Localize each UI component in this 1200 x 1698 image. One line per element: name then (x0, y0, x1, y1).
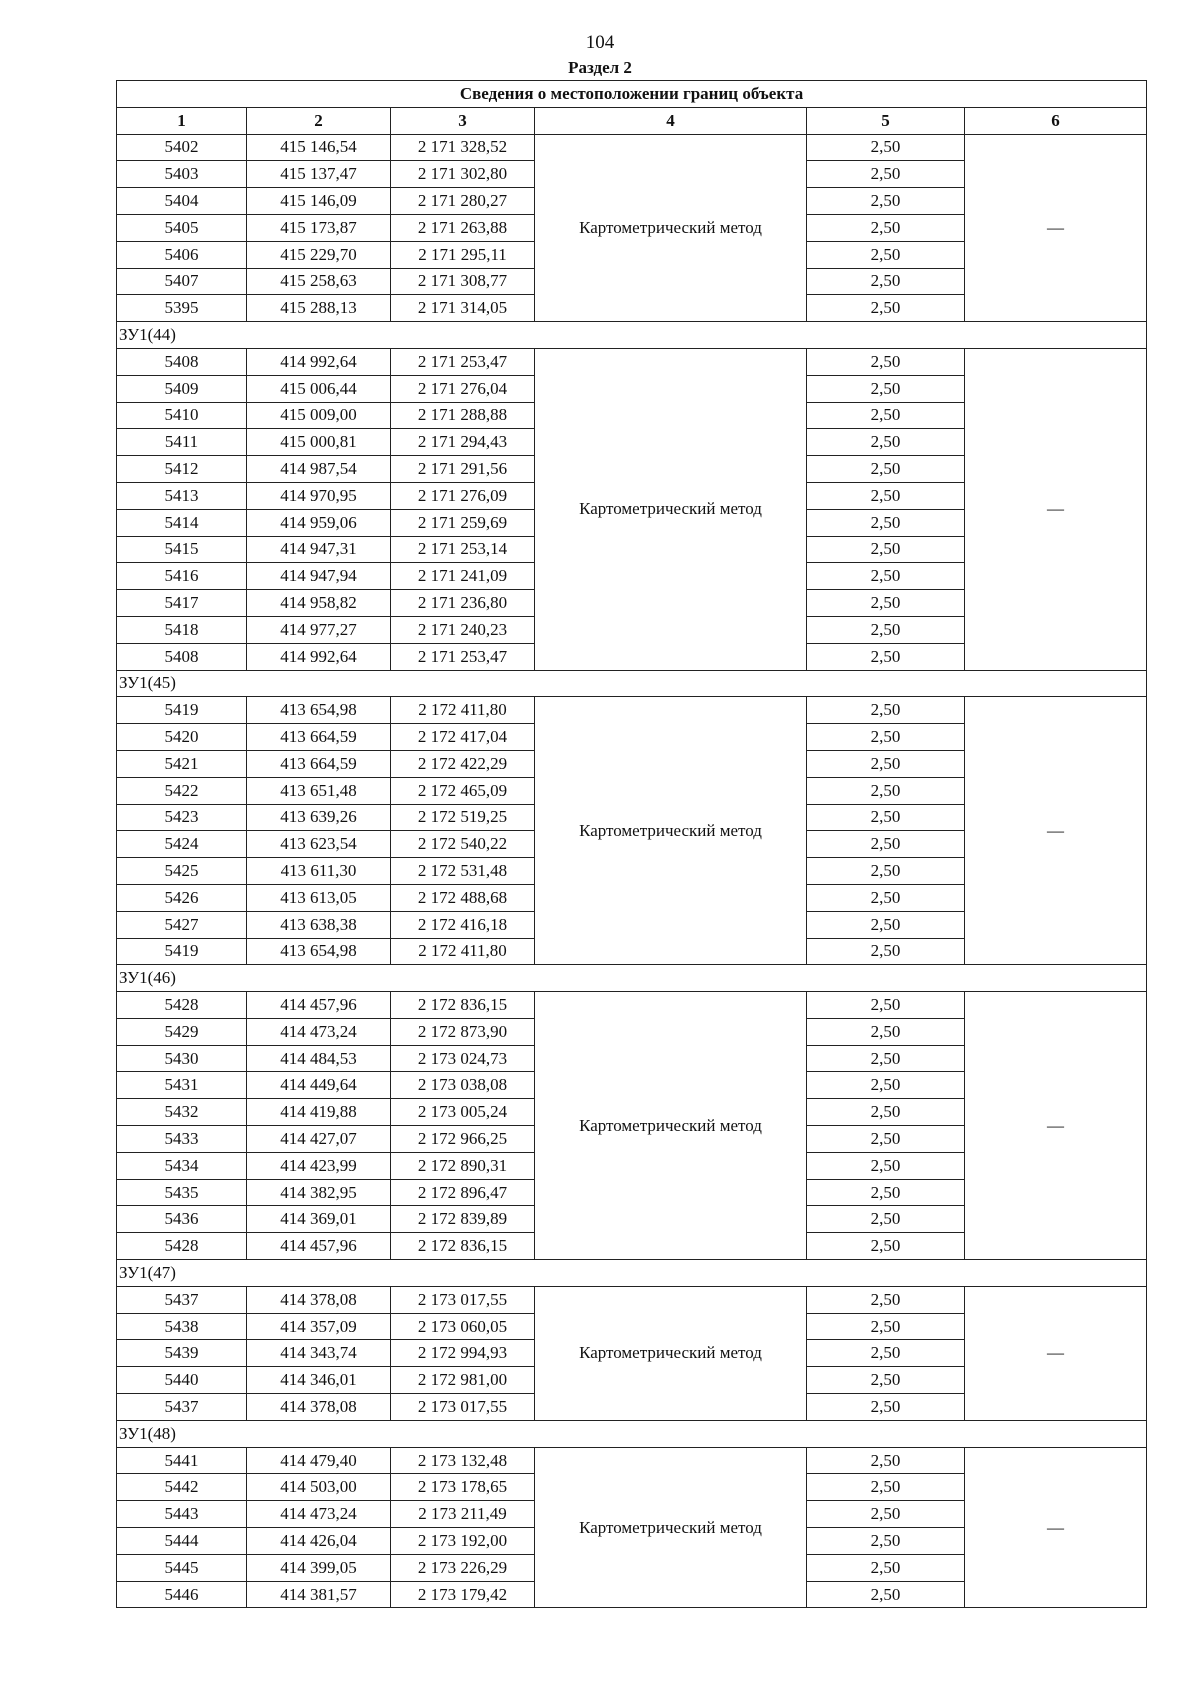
point-number-cell: 5410 (117, 402, 247, 429)
y-coordinate-cell: 2 172 488,68 (391, 884, 535, 911)
x-coordinate-cell: 415 258,63 (247, 268, 391, 295)
point-number-cell: 5428 (117, 1233, 247, 1260)
accuracy-cell: 2,50 (807, 1554, 965, 1581)
column-6-cell: — (965, 1447, 1147, 1608)
accuracy-cell: 2,50 (807, 590, 965, 617)
point-number-cell: 5424 (117, 831, 247, 858)
boundary-coordinates-table (116, 80, 1147, 1608)
x-coordinate-cell: 413 664,59 (247, 724, 391, 751)
point-number-cell: 5438 (117, 1313, 247, 1340)
accuracy-cell: 2,50 (807, 241, 965, 268)
x-coordinate-cell: 414 399,05 (247, 1554, 391, 1581)
accuracy-cell: 2,50 (807, 643, 965, 670)
page-number: 104 (585, 32, 615, 53)
x-coordinate-cell: 414 987,54 (247, 456, 391, 483)
point-number-cell: 5408 (117, 643, 247, 670)
y-coordinate-cell: 2 172 836,15 (391, 992, 535, 1019)
x-coordinate-cell: 414 427,07 (247, 1126, 391, 1153)
group-label: ЗУ1(45) (117, 670, 1147, 697)
x-coordinate-cell: 414 970,95 (247, 482, 391, 509)
y-coordinate-cell: 2 172 465,09 (391, 777, 535, 804)
point-number-cell: 5441 (117, 1447, 247, 1474)
point-number-cell: 5404 (117, 188, 247, 215)
y-coordinate-cell: 2 172 981,00 (391, 1367, 535, 1394)
accuracy-cell: 2,50 (807, 1367, 965, 1394)
x-coordinate-cell: 414 357,09 (247, 1313, 391, 1340)
y-coordinate-cell: 2 173 192,00 (391, 1528, 535, 1555)
point-number-cell: 5415 (117, 536, 247, 563)
point-number-cell: 5405 (117, 214, 247, 241)
y-coordinate-cell: 2 172 540,22 (391, 831, 535, 858)
y-coordinate-cell: 2 171 314,05 (391, 295, 535, 322)
point-number-cell: 5436 (117, 1206, 247, 1233)
accuracy-cell: 2,50 (807, 724, 965, 751)
point-number-cell: 5446 (117, 1581, 247, 1608)
method-cell: Картометрический метод (535, 1286, 807, 1420)
y-coordinate-cell: 2 173 060,05 (391, 1313, 535, 1340)
x-coordinate-cell: 413 654,98 (247, 697, 391, 724)
y-coordinate-cell: 2 171 253,47 (391, 348, 535, 375)
accuracy-cell: 2,50 (807, 1313, 965, 1340)
table-row (117, 348, 1147, 375)
accuracy-cell: 2,50 (807, 188, 965, 215)
y-coordinate-cell: 2 171 302,80 (391, 161, 535, 188)
x-coordinate-cell: 414 947,31 (247, 536, 391, 563)
x-coordinate-cell: 414 992,64 (247, 643, 391, 670)
accuracy-cell: 2,50 (807, 911, 965, 938)
point-number-cell: 5430 (117, 1045, 247, 1072)
group-label: ЗУ1(48) (117, 1420, 1147, 1447)
point-number-cell: 5437 (117, 1394, 247, 1421)
y-coordinate-cell: 2 171 280,27 (391, 188, 535, 215)
y-coordinate-cell: 2 172 896,47 (391, 1179, 535, 1206)
x-coordinate-cell: 414 977,27 (247, 616, 391, 643)
x-coordinate-cell: 414 503,00 (247, 1474, 391, 1501)
accuracy-cell: 2,50 (807, 456, 965, 483)
accuracy-cell: 2,50 (807, 1447, 965, 1474)
x-coordinate-cell: 414 378,08 (247, 1286, 391, 1313)
x-coordinate-cell: 413 639,26 (247, 804, 391, 831)
x-coordinate-cell: 415 288,13 (247, 295, 391, 322)
x-coordinate-cell: 413 651,48 (247, 777, 391, 804)
accuracy-cell: 2,50 (807, 1286, 965, 1313)
point-number-cell: 5417 (117, 590, 247, 617)
y-coordinate-cell: 2 171 276,09 (391, 482, 535, 509)
x-coordinate-cell: 414 947,94 (247, 563, 391, 590)
y-coordinate-cell: 2 172 411,80 (391, 938, 535, 965)
x-coordinate-cell: 414 473,24 (247, 1018, 391, 1045)
x-coordinate-cell: 413 638,38 (247, 911, 391, 938)
x-coordinate-cell: 414 426,04 (247, 1528, 391, 1555)
x-coordinate-cell: 415 146,54 (247, 134, 391, 161)
y-coordinate-cell: 2 173 005,24 (391, 1099, 535, 1126)
column-header-6: 6 (965, 107, 1147, 134)
y-coordinate-cell: 2 173 132,48 (391, 1447, 535, 1474)
y-coordinate-cell: 2 171 253,47 (391, 643, 535, 670)
column-6-cell: — (965, 992, 1147, 1260)
x-coordinate-cell: 415 009,00 (247, 402, 391, 429)
column-header-2: 2 (247, 107, 391, 134)
x-coordinate-cell: 413 654,98 (247, 938, 391, 965)
column-6-cell: — (965, 1286, 1147, 1420)
group-label: ЗУ1(47) (117, 1260, 1147, 1287)
point-number-cell: 5445 (117, 1554, 247, 1581)
accuracy-cell: 2,50 (807, 804, 965, 831)
y-coordinate-cell: 2 171 253,14 (391, 536, 535, 563)
accuracy-cell: 2,50 (807, 777, 965, 804)
point-number-cell: 5431 (117, 1072, 247, 1099)
point-number-cell: 5395 (117, 295, 247, 322)
y-coordinate-cell: 2 172 422,29 (391, 750, 535, 777)
point-number-cell: 5419 (117, 697, 247, 724)
accuracy-cell: 2,50 (807, 295, 965, 322)
accuracy-cell: 2,50 (807, 938, 965, 965)
method-cell: Картометрический метод (535, 1447, 807, 1608)
point-number-cell: 5426 (117, 884, 247, 911)
table-body (117, 134, 1147, 1608)
x-coordinate-cell: 414 457,96 (247, 992, 391, 1019)
y-coordinate-cell: 2 172 873,90 (391, 1018, 535, 1045)
point-number-cell: 5420 (117, 724, 247, 751)
x-coordinate-cell: 414 346,01 (247, 1367, 391, 1394)
point-number-cell: 5416 (117, 563, 247, 590)
table-row (117, 992, 1147, 1019)
y-coordinate-cell: 2 171 241,09 (391, 563, 535, 590)
accuracy-cell: 2,50 (807, 858, 965, 885)
x-coordinate-cell: 415 137,47 (247, 161, 391, 188)
x-coordinate-cell: 414 382,95 (247, 1179, 391, 1206)
y-coordinate-cell: 2 171 263,88 (391, 214, 535, 241)
point-number-cell: 5432 (117, 1099, 247, 1126)
column-6-cell: — (965, 348, 1147, 670)
accuracy-cell: 2,50 (807, 1099, 965, 1126)
accuracy-cell: 2,50 (807, 482, 965, 509)
accuracy-cell: 2,50 (807, 1126, 965, 1153)
accuracy-cell: 2,50 (807, 429, 965, 456)
x-coordinate-cell: 414 457,96 (247, 1233, 391, 1260)
accuracy-cell: 2,50 (807, 1581, 965, 1608)
accuracy-cell: 2,50 (807, 563, 965, 590)
point-number-cell: 5423 (117, 804, 247, 831)
x-coordinate-cell: 414 369,01 (247, 1206, 391, 1233)
table-row (117, 697, 1147, 724)
y-coordinate-cell: 2 171 294,43 (391, 429, 535, 456)
column-header-row (117, 107, 1147, 134)
x-coordinate-cell: 413 611,30 (247, 858, 391, 885)
method-cell: Картометрический метод (535, 992, 807, 1260)
y-coordinate-cell: 2 171 308,77 (391, 268, 535, 295)
table-row (117, 134, 1147, 161)
y-coordinate-cell: 2 171 295,11 (391, 241, 535, 268)
point-number-cell: 5406 (117, 241, 247, 268)
table-row (117, 1447, 1147, 1474)
x-coordinate-cell: 414 449,64 (247, 1072, 391, 1099)
accuracy-cell: 2,50 (807, 1474, 965, 1501)
group-header-row (117, 322, 1147, 349)
x-coordinate-cell: 413 664,59 (247, 750, 391, 777)
point-number-cell: 5433 (117, 1126, 247, 1153)
point-number-cell: 5407 (117, 268, 247, 295)
accuracy-cell: 2,50 (807, 402, 965, 429)
accuracy-cell: 2,50 (807, 509, 965, 536)
y-coordinate-cell: 2 173 017,55 (391, 1286, 535, 1313)
point-number-cell: 5443 (117, 1501, 247, 1528)
x-coordinate-cell: 414 343,74 (247, 1340, 391, 1367)
accuracy-cell: 2,50 (807, 1045, 965, 1072)
point-number-cell: 5418 (117, 616, 247, 643)
y-coordinate-cell: 2 171 288,88 (391, 402, 535, 429)
y-coordinate-cell: 2 173 017,55 (391, 1394, 535, 1421)
y-coordinate-cell: 2 173 024,73 (391, 1045, 535, 1072)
point-number-cell: 5412 (117, 456, 247, 483)
method-cell: Картометрический метод (535, 348, 807, 670)
y-coordinate-cell: 2 172 839,89 (391, 1206, 535, 1233)
x-coordinate-cell: 414 419,88 (247, 1099, 391, 1126)
point-number-cell: 5409 (117, 375, 247, 402)
group-header-row (117, 670, 1147, 697)
point-number-cell: 5429 (117, 1018, 247, 1045)
point-number-cell: 5435 (117, 1179, 247, 1206)
column-6-cell: — (965, 134, 1147, 322)
point-number-cell: 5408 (117, 348, 247, 375)
point-number-cell: 5442 (117, 1474, 247, 1501)
y-coordinate-cell: 2 171 328,52 (391, 134, 535, 161)
x-coordinate-cell: 413 613,05 (247, 884, 391, 911)
point-number-cell: 5403 (117, 161, 247, 188)
accuracy-cell: 2,50 (807, 1206, 965, 1233)
accuracy-cell: 2,50 (807, 134, 965, 161)
column-header-1: 1 (117, 107, 247, 134)
point-number-cell: 5413 (117, 482, 247, 509)
y-coordinate-cell: 2 172 994,93 (391, 1340, 535, 1367)
y-coordinate-cell: 2 173 038,08 (391, 1072, 535, 1099)
x-coordinate-cell: 414 473,24 (247, 1501, 391, 1528)
point-number-cell: 5439 (117, 1340, 247, 1367)
method-cell: Картометрический метод (535, 134, 807, 322)
accuracy-cell: 2,50 (807, 884, 965, 911)
point-number-cell: 5421 (117, 750, 247, 777)
accuracy-cell: 2,50 (807, 1501, 965, 1528)
y-coordinate-cell: 2 172 836,15 (391, 1233, 535, 1260)
y-coordinate-cell: 2 172 531,48 (391, 858, 535, 885)
x-coordinate-cell: 415 146,09 (247, 188, 391, 215)
accuracy-cell: 2,50 (807, 750, 965, 777)
x-coordinate-cell: 414 958,82 (247, 590, 391, 617)
group-label: ЗУ1(44) (117, 322, 1147, 349)
x-coordinate-cell: 415 006,44 (247, 375, 391, 402)
accuracy-cell: 2,50 (807, 1528, 965, 1555)
accuracy-cell: 2,50 (807, 1072, 965, 1099)
accuracy-cell: 2,50 (807, 1394, 965, 1421)
y-coordinate-cell: 2 172 411,80 (391, 697, 535, 724)
y-coordinate-cell: 2 173 211,49 (391, 1501, 535, 1528)
point-number-cell: 5440 (117, 1367, 247, 1394)
column-header-4: 4 (535, 107, 807, 134)
y-coordinate-cell: 2 173 179,42 (391, 1581, 535, 1608)
x-coordinate-cell: 414 479,40 (247, 1447, 391, 1474)
y-coordinate-cell: 2 173 178,65 (391, 1474, 535, 1501)
point-number-cell: 5428 (117, 992, 247, 1019)
group-header-row (117, 1260, 1147, 1287)
y-coordinate-cell: 2 171 240,23 (391, 616, 535, 643)
point-number-cell: 5402 (117, 134, 247, 161)
y-coordinate-cell: 2 173 226,29 (391, 1554, 535, 1581)
y-coordinate-cell: 2 171 276,04 (391, 375, 535, 402)
y-coordinate-cell: 2 172 966,25 (391, 1126, 535, 1153)
column-header-5: 5 (807, 107, 965, 134)
accuracy-cell: 2,50 (807, 616, 965, 643)
point-number-cell: 5427 (117, 911, 247, 938)
x-coordinate-cell: 415 173,87 (247, 214, 391, 241)
y-coordinate-cell: 2 172 417,04 (391, 724, 535, 751)
accuracy-cell: 2,50 (807, 348, 965, 375)
method-cell: Картометрический метод (535, 697, 807, 965)
table-row (117, 1286, 1147, 1313)
section-title: Раздел 2 (568, 58, 632, 77)
accuracy-cell: 2,50 (807, 1233, 965, 1260)
y-coordinate-cell: 2 172 416,18 (391, 911, 535, 938)
point-number-cell: 5419 (117, 938, 247, 965)
accuracy-cell: 2,50 (807, 1179, 965, 1206)
accuracy-cell: 2,50 (807, 1340, 965, 1367)
x-coordinate-cell: 413 623,54 (247, 831, 391, 858)
point-number-cell: 5414 (117, 509, 247, 536)
point-number-cell: 5411 (117, 429, 247, 456)
point-number-cell: 5425 (117, 858, 247, 885)
accuracy-cell: 2,50 (807, 831, 965, 858)
y-coordinate-cell: 2 171 259,69 (391, 509, 535, 536)
y-coordinate-cell: 2 172 890,31 (391, 1152, 535, 1179)
x-coordinate-cell: 414 423,99 (247, 1152, 391, 1179)
accuracy-cell: 2,50 (807, 214, 965, 241)
x-coordinate-cell: 414 378,08 (247, 1394, 391, 1421)
x-coordinate-cell: 415 229,70 (247, 241, 391, 268)
point-number-cell: 5444 (117, 1528, 247, 1555)
x-coordinate-cell: 414 992,64 (247, 348, 391, 375)
x-coordinate-cell: 415 000,81 (247, 429, 391, 456)
x-coordinate-cell: 414 381,57 (247, 1581, 391, 1608)
accuracy-cell: 2,50 (807, 536, 965, 563)
accuracy-cell: 2,50 (807, 375, 965, 402)
accuracy-cell: 2,50 (807, 992, 965, 1019)
point-number-cell: 5434 (117, 1152, 247, 1179)
point-number-cell: 5422 (117, 777, 247, 804)
group-header-row (117, 965, 1147, 992)
y-coordinate-cell: 2 171 291,56 (391, 456, 535, 483)
accuracy-cell: 2,50 (807, 161, 965, 188)
accuracy-cell: 2,50 (807, 697, 965, 724)
point-number-cell: 5437 (117, 1286, 247, 1313)
x-coordinate-cell: 414 484,53 (247, 1045, 391, 1072)
accuracy-cell: 2,50 (807, 1018, 965, 1045)
group-label: ЗУ1(46) (117, 965, 1147, 992)
x-coordinate-cell: 414 959,06 (247, 509, 391, 536)
table-title: Сведения о местоположении границ объекта (117, 81, 1147, 108)
accuracy-cell: 2,50 (807, 1152, 965, 1179)
y-coordinate-cell: 2 172 519,25 (391, 804, 535, 831)
y-coordinate-cell: 2 171 236,80 (391, 590, 535, 617)
column-6-cell: — (965, 697, 1147, 965)
accuracy-cell: 2,50 (807, 268, 965, 295)
group-header-row (117, 1420, 1147, 1447)
column-header-3: 3 (391, 107, 535, 134)
